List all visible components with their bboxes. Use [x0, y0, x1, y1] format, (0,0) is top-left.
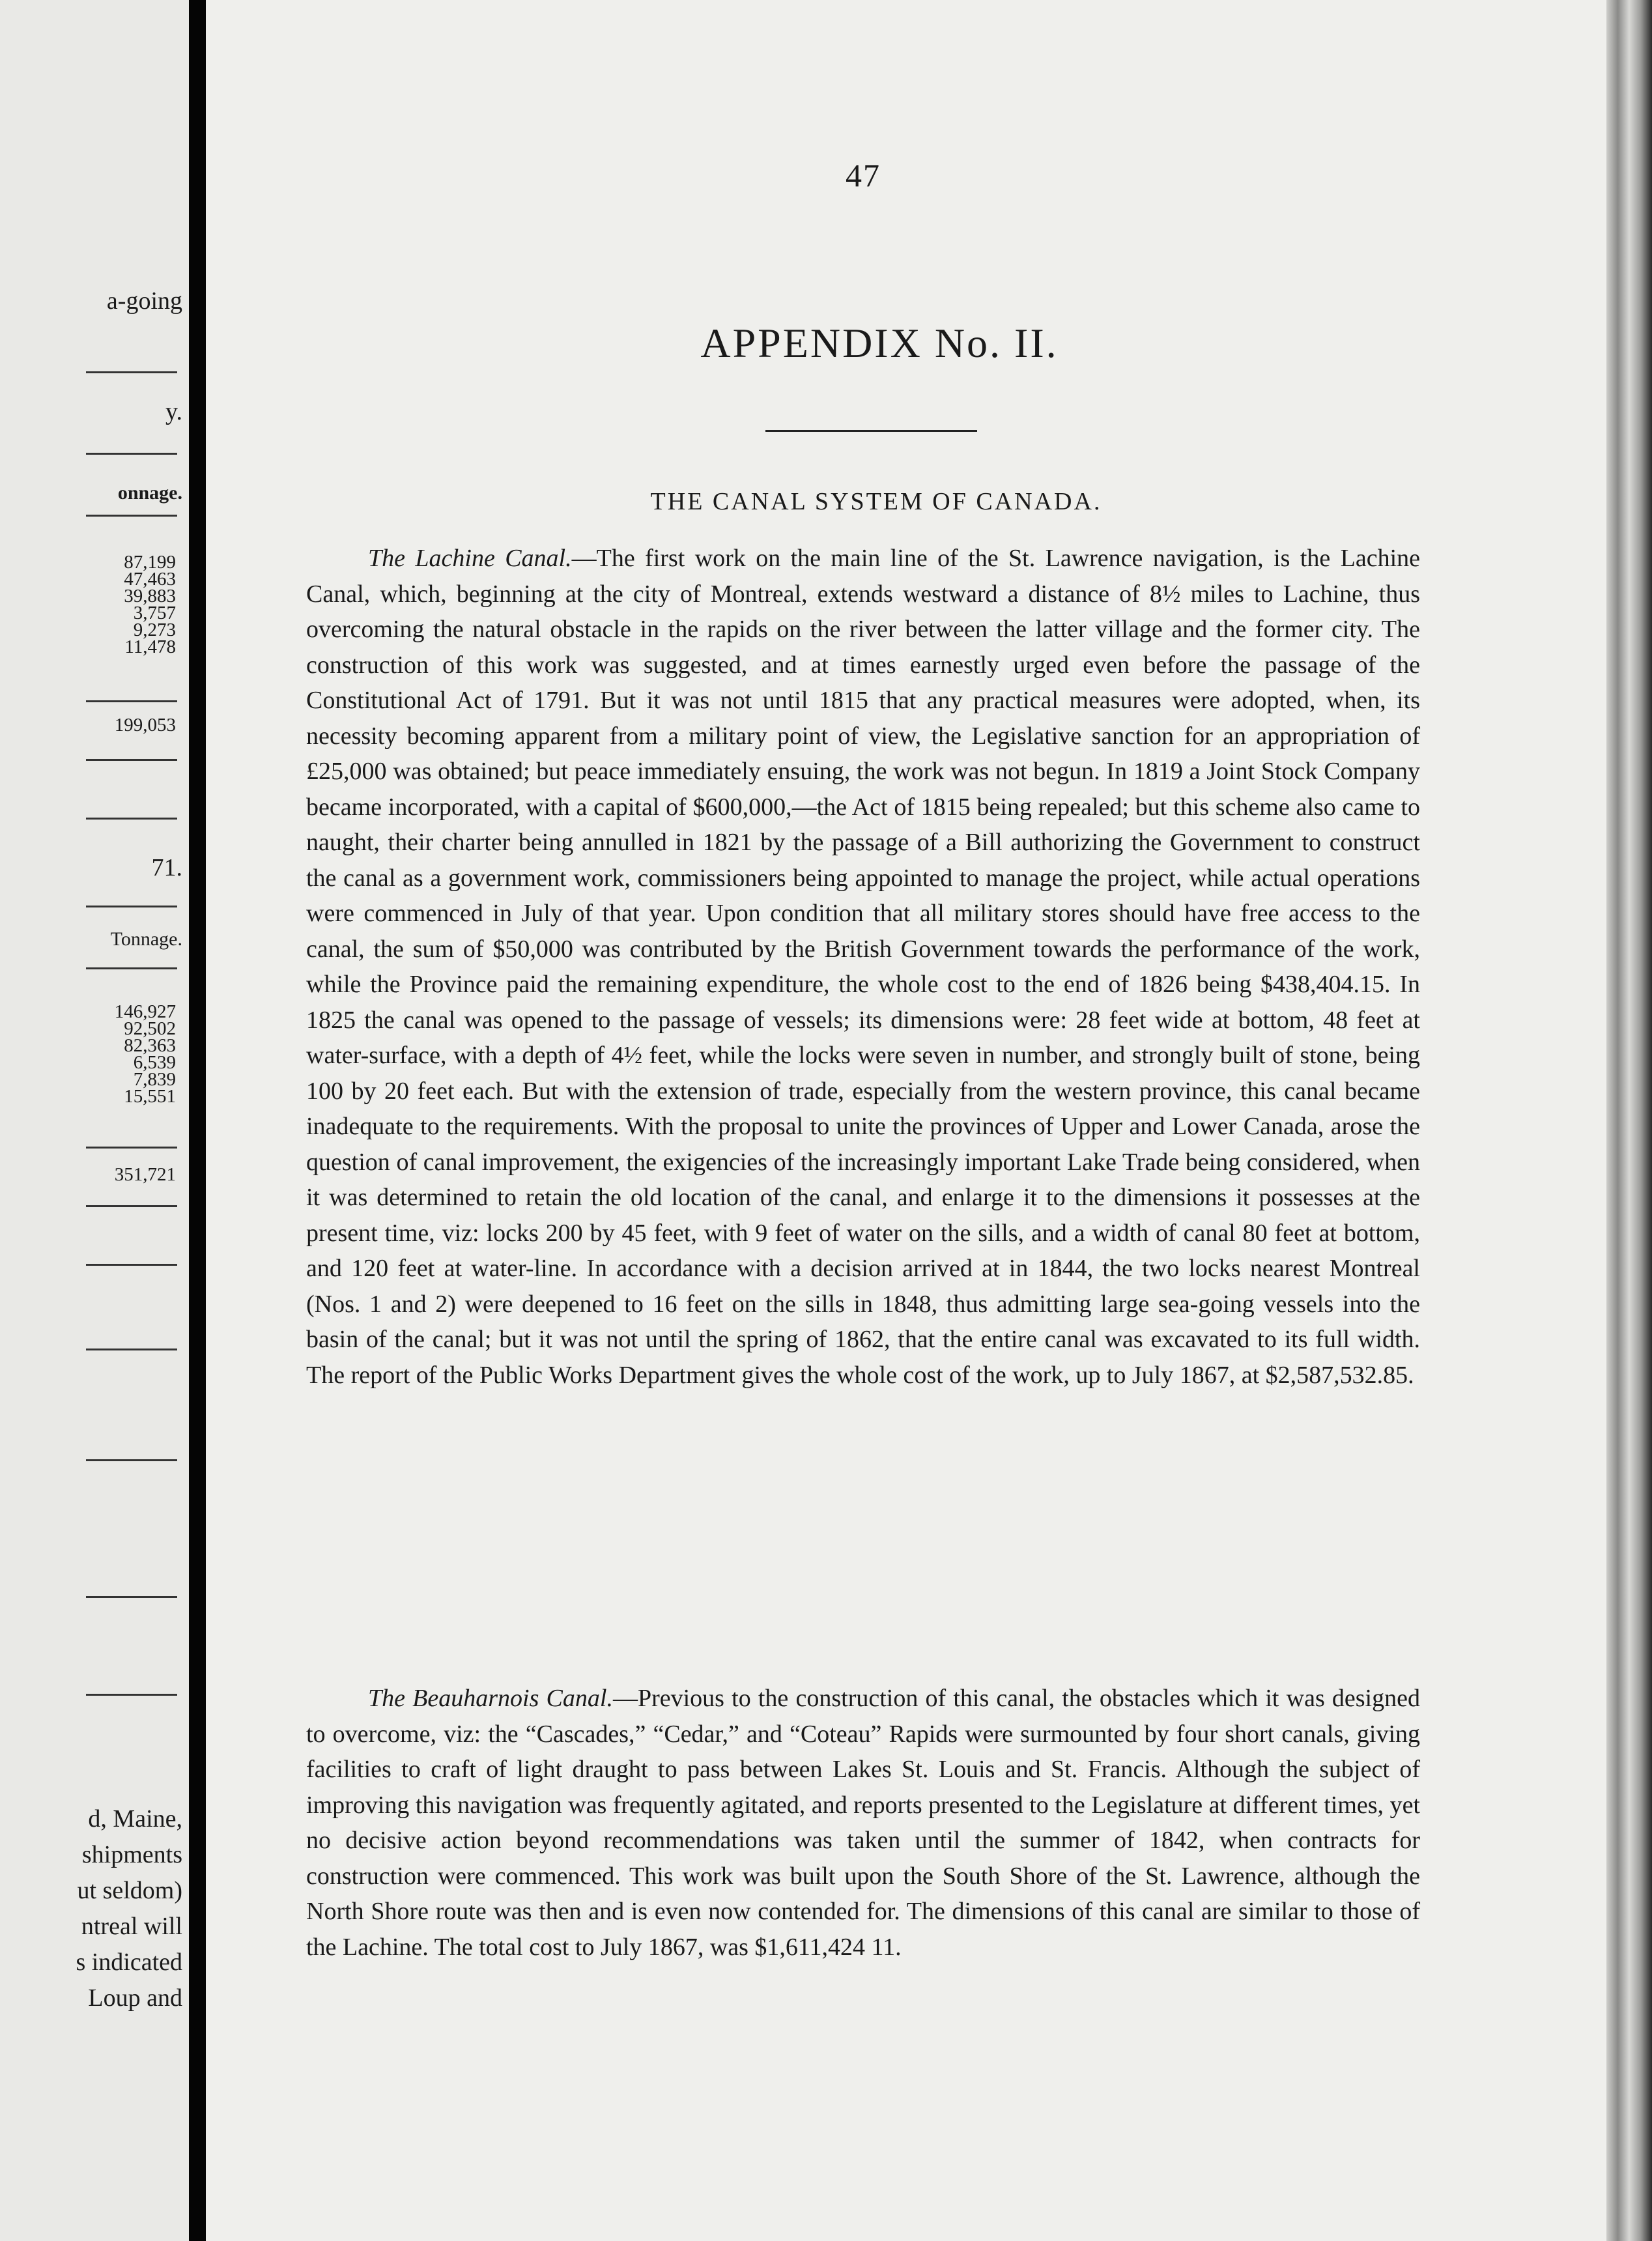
- table-value: 7,839: [133, 1069, 176, 1090]
- rule: [86, 1596, 177, 1598]
- rule: [86, 818, 177, 820]
- table-value: 47,463: [124, 569, 176, 590]
- left-fragment: y.: [165, 398, 182, 425]
- table-value: 9,273: [133, 620, 176, 640]
- paragraph-body: —The first work on the main line of the St. Lawrence navigation, is the Lachine Canal, which, beginning at the city of Montreal, extends westward a distance of 8½ miles to Lachine, thus overcoming the natural obstacle in the rapids on the river between the latter village and the former city. The construction of this work was suggested, and at times earnestly urged even before the passage of the Constitutional Act of 1791. But it was not until 1815 that any practical measures were adopted, when, its necessity becoming apparent from a military point of view, the Legislative sanction for an appropriation of £25,000 was obtained; but peace immediately ensuing, the work was not begun. In 1819 a Joint Stock Company became incorporated, with a capital of $600,000,—the Act of 1815 being repealed; but this scheme also came to naught, their charter being annulled in 1821 by the passage of a Bill authorizing the Government to construct the canal as a government work, commissioners being appointed to manage the project, while actual operations were commenced in July of that year. Upon condition that all military stores should have free access to the canal, the sum of $50,000 was contributed by the British Government towards the performance of the work, while the Province paid the remaining expenditure, the whole cost to the end of 1826 being $438,404.15. In 1825 the canal was opened to the passage of vessels; its dimensions were: 28 feet wide at bottom, 48 feet at water-surface, with a depth of 4½ feet, while the locks were seven in number, and strongly built of stone, being 100 by 20 feet each. But with the extension of trade, especially from the western province, this canal became inadequate to the requirements. With the proposal to unite the provinces of Upper and Lower Canada, arose the question of canal improvement, the exigencies of the increasingly important Lake Trade being considered, when it was determined to retain the old location of the canal, and enlarge it to the dimensions it possesses at the present time, viz: locks 200 by 45 feet, with 9 feet of water on the sills, and a width of canal 80 feet at bottom, and 120 feet at water-line. In accordance with a decision arrived at in 1844, the two locks nearest Montreal (Nos. 1 and 2) were deepened to 16 feet on the sills in 1848, thus admitting large sea-going vessels into the basin of the canal; but it was not until the spring of 1862, that the entire canal was excavated to its full width. The report of the Public Works Department gives the whole cost of the work, up to July 1867, at $2,587,532.85.: [306, 545, 1421, 1389]
- rule: [86, 1205, 177, 1207]
- paragraph-lachine-canal: [306, 541, 1420, 1393]
- paragraph-lead: The Beauharnois Canal.: [368, 1685, 613, 1712]
- page-number: 47: [846, 157, 881, 193]
- section-title: THE CANAL SYSTEM OF CANADA.: [650, 488, 1102, 515]
- left-fragment: a-going: [106, 287, 182, 315]
- previous-page-strip: [0, 0, 189, 2241]
- appendix-title: APPENDIX No. II.: [700, 320, 1059, 366]
- table-value: 82,363: [124, 1035, 176, 1056]
- left-table-values: [115, 1003, 176, 1105]
- table-value: 6,539: [133, 1052, 176, 1073]
- book-gutter: [189, 0, 206, 2241]
- left-table-total: 351,721: [114, 1164, 176, 1185]
- table-value: 87,199: [124, 552, 176, 573]
- rule: [86, 371, 177, 373]
- left-fragment: d, Maine,: [88, 1805, 182, 1833]
- table-value: 15,551: [124, 1086, 176, 1107]
- rule: [86, 515, 177, 517]
- rule: [86, 967, 177, 969]
- left-fragment: shipments: [81, 1841, 182, 1868]
- rule: [86, 1459, 177, 1461]
- table-value: 39,883: [124, 586, 176, 607]
- rule: [86, 1264, 177, 1266]
- left-fragment: Tonnage.: [110, 928, 182, 950]
- table-value: 3,757: [133, 603, 176, 623]
- table-value: 11,478: [124, 636, 176, 657]
- rule: [86, 453, 177, 455]
- rule: [86, 1147, 177, 1149]
- left-fragment: Loup and: [88, 1984, 182, 2012]
- rule: [86, 759, 177, 761]
- page-edge: [1606, 0, 1652, 2241]
- rule: [86, 700, 177, 702]
- left-table-total: 199,053: [114, 715, 176, 735]
- rule: [86, 906, 177, 907]
- left-table-values: [124, 554, 176, 655]
- paragraph-body: —Previous to the construction of this canal, the obstacles which it was designed to overcome, viz: the “Cascades,” “Cedar,” and “Coteau” Rapids were surmounted by four short canals, giving facilities to craft of light draught to pass between Lakes St. Louis and St. Francis. Although the subject of improving this navigation was frequently agitated, and reports presented to the Legislature at different times, yet no decisive action beyond recommendations was taken until the summer of 1842, when contracts for construction were commenced. This work was built upon the South Shore of the St. Lawrence, although the North Shore route was then and is even now contended for. The dimensions of this canal are similar to those of the Lachine. The total cost to July 1867, was $1,611,424 11.: [306, 1685, 1420, 1961]
- left-fragment: ut seldom): [77, 1877, 182, 1904]
- paragraph-lead: The Lachine Canal.: [368, 545, 572, 572]
- left-fragment: onnage.: [117, 482, 182, 504]
- table-value: 146,927: [114, 1001, 176, 1022]
- left-fragment: s indicated: [76, 1948, 182, 1976]
- table-value: 92,502: [124, 1018, 176, 1039]
- left-fragment: 71.: [151, 854, 182, 881]
- title-divider: [765, 430, 977, 432]
- rule: [86, 1349, 177, 1350]
- left-fragment: ntreal will: [81, 1913, 182, 1940]
- paragraph-beauharnois-canal: [306, 1681, 1420, 1965]
- rule: [86, 1694, 177, 1696]
